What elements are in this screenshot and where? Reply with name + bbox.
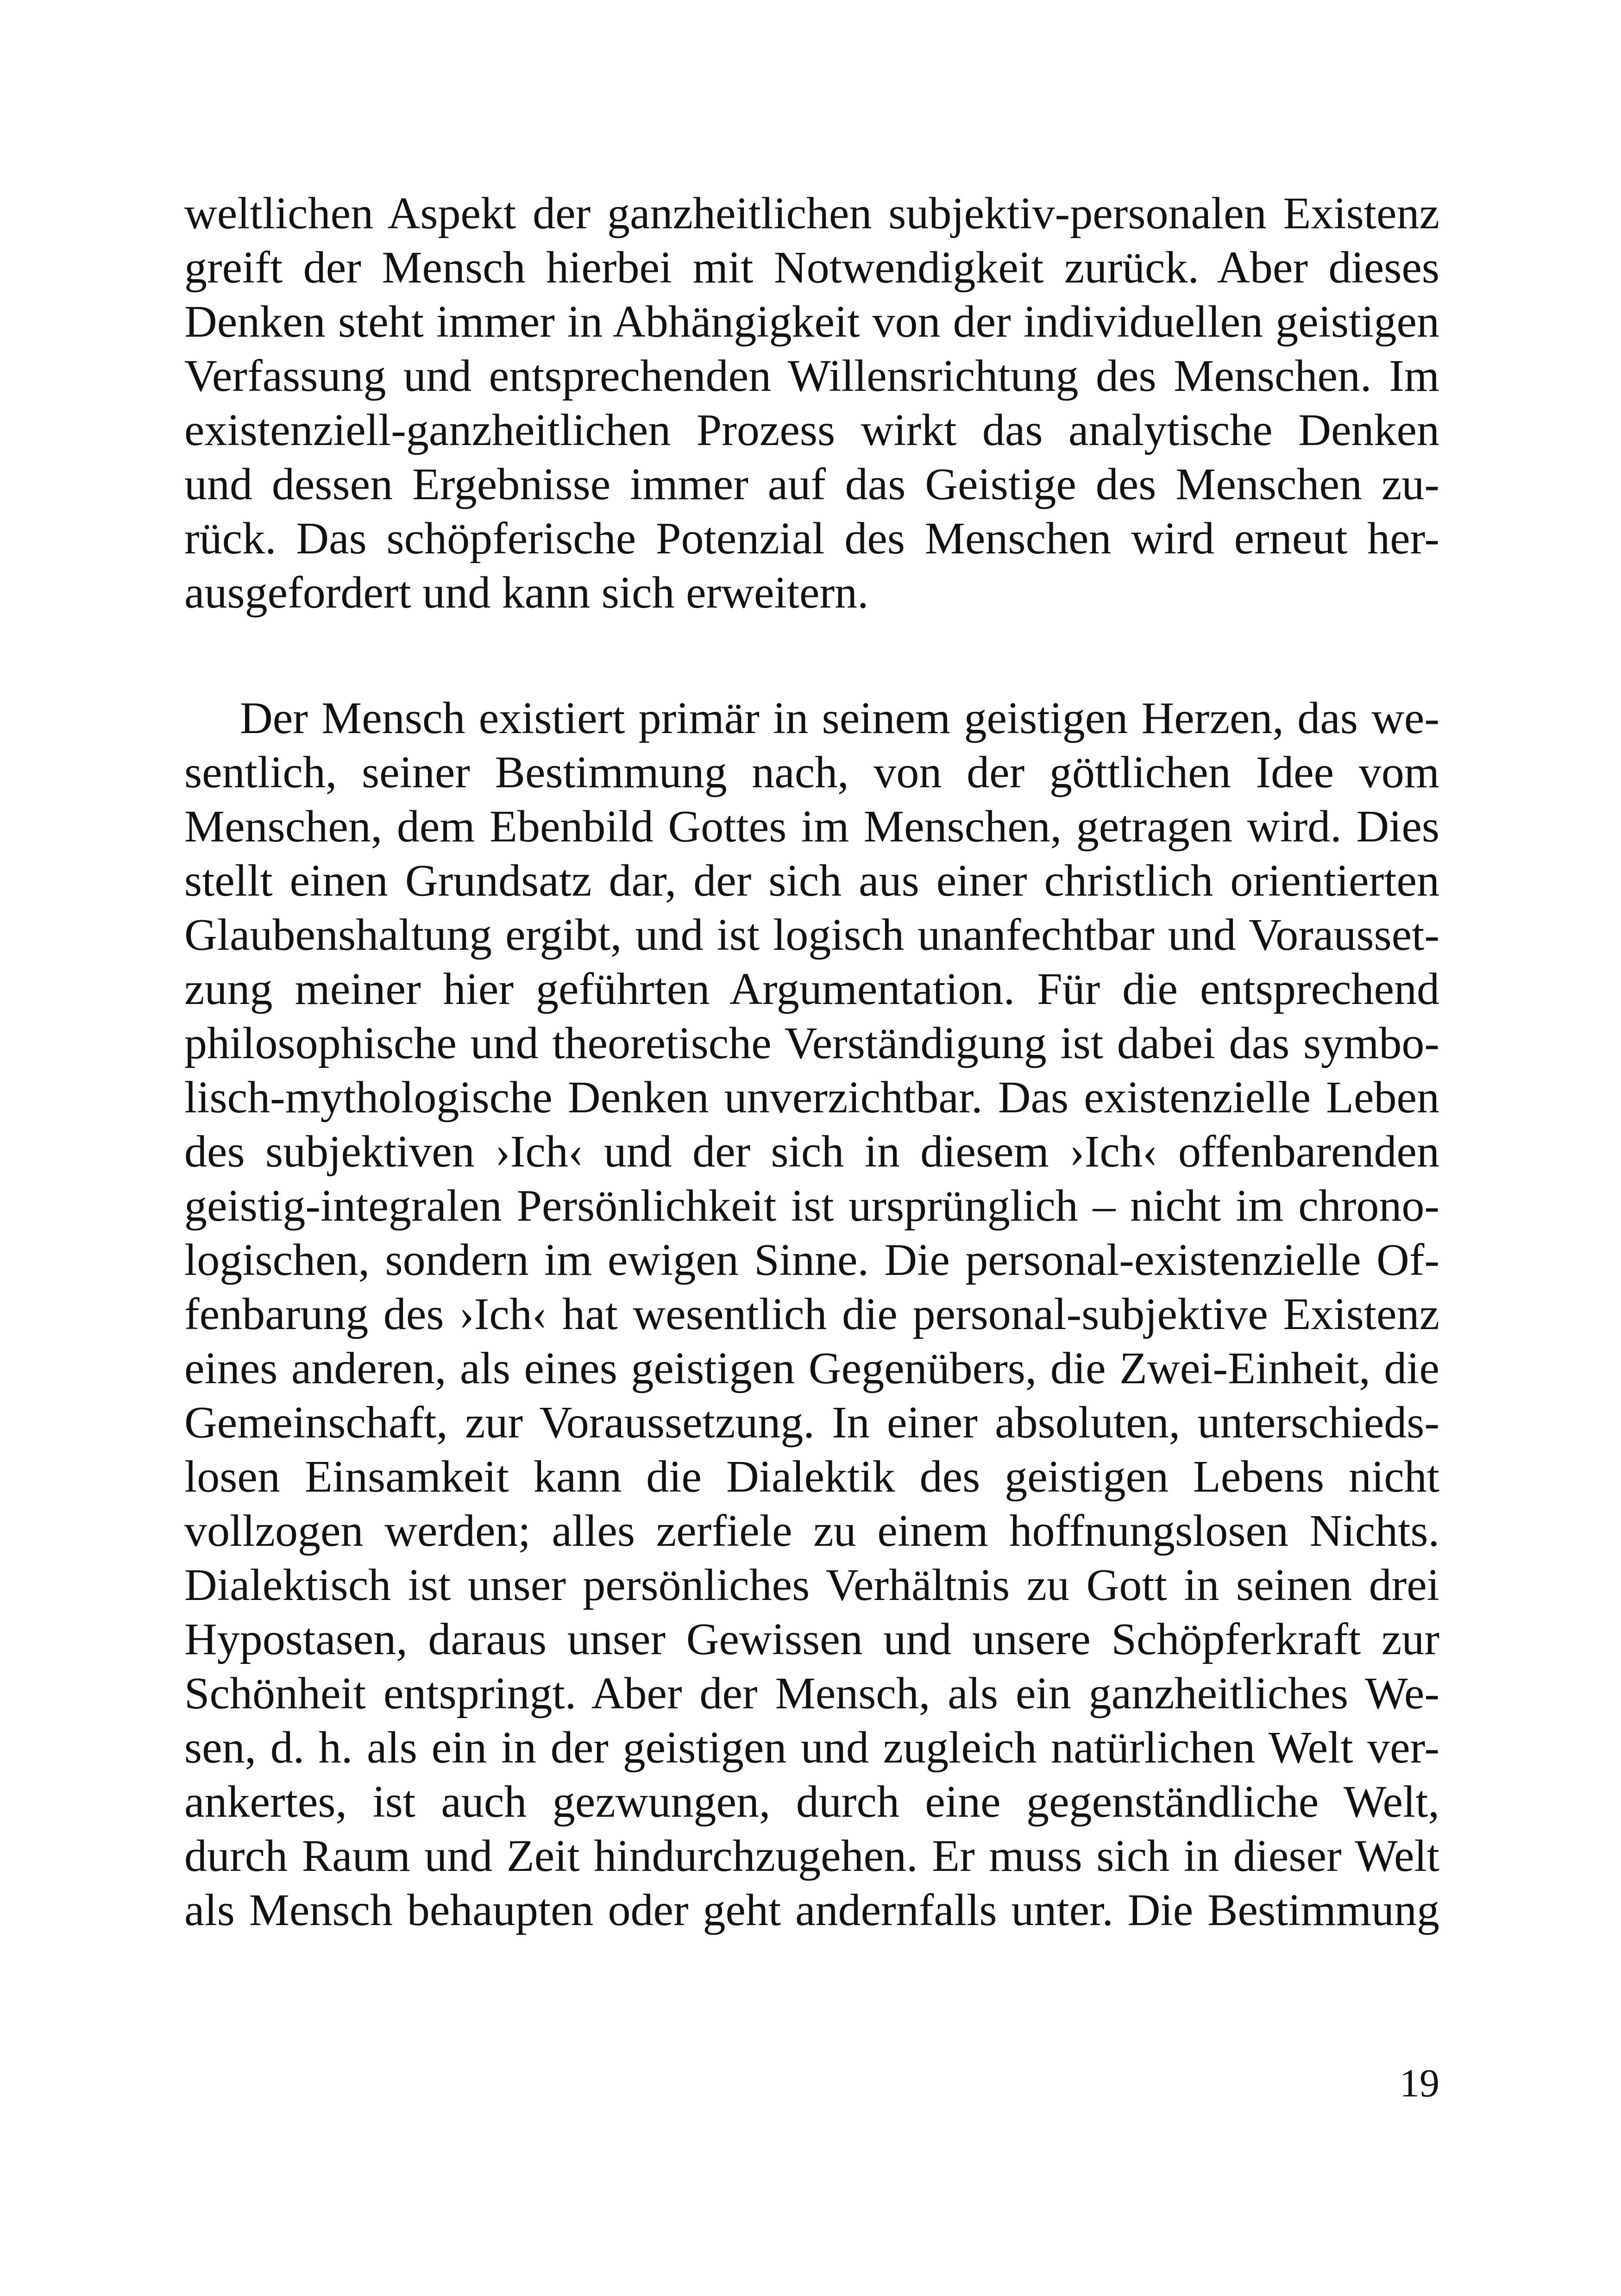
paragraph-line: fenbarung des ›Ich‹ hat wesentlich die personal-subjektive Existenz	[184, 1289, 1439, 1339]
paragraph-line: logischen, sondern im ewigen Sinne. Die personal-existenzielle Of-	[184, 1235, 1439, 1285]
paragraph-line: Hypostasen, daraus unser Gewissen und unsere Schöpferkraft zur	[184, 1614, 1439, 1664]
paragraph-line: vollzogen werden; alles zerfiele zu einem hoffnungslosen Nichts.	[184, 1506, 1439, 1556]
paragraph-line: Gemeinschaft, zur Voraussetzung. In einer absoluten, unterschieds-	[184, 1398, 1439, 1448]
paragraph-line: existenziell-ganzheitlichen Prozess wirkt das analytische Denken	[184, 405, 1439, 455]
page-number: 19	[1400, 2061, 1439, 2105]
paragraph-line: zung meiner hier geführten Argumentation. Für die entsprechend	[184, 964, 1439, 1014]
paragraph-line: sen, d. h. als ein in der geistigen und zugleich natürlichen Welt ver-	[184, 1723, 1439, 1773]
paragraph-line: Dialektisch ist unser persönliches Verhältnis zu Gott in seinen drei	[184, 1560, 1439, 1610]
paragraph-line: Glaubenshaltung ergibt, und ist logisch unanfechtbar und Vorausset-	[184, 910, 1439, 960]
paragraph-1	[184, 187, 1439, 620]
paragraph-line: Schönheit entspringt. Aber der Mensch, als ein ganzheitliches We-	[184, 1669, 1439, 1719]
paragraph-line: ankertes, ist auch gezwungen, durch eine gegenständliche Welt,	[184, 1777, 1439, 1827]
paragraph-line: rück. Das schöpferische Potenzial des Menschen wird erneut her-	[184, 514, 1439, 564]
paragraph-line: als Mensch behaupten oder geht andernfalls unter. Die Bestimmung	[184, 1885, 1439, 1935]
paragraph-line: stellt einen Grundsatz dar, der sich aus einer christlich orientierten	[184, 856, 1439, 906]
paragraph-line: Verfassung und entsprechenden Willensrichtung des Menschen. Im	[184, 351, 1439, 401]
paragraph-line: losen Einsamkeit kann die Dialektik des geistigen Lebens nicht	[184, 1452, 1439, 1502]
paragraph-line: Denken steht immer in Abhängigkeit von der individuellen geistigen	[184, 297, 1439, 347]
paragraph-line: Menschen, dem Ebenbild Gottes im Menschen, getragen wird. Dies	[184, 802, 1439, 852]
paragraph-line: Der Mensch existiert primär in seinem geistigen Herzen, das we-	[240, 693, 1439, 743]
paragraph-line: eines anderen, als eines geistigen Gegenübers, die Zwei-Einheit, die	[184, 1343, 1439, 1393]
paragraph-line: philosophische und theoretische Verständigung ist dabei das symbo-	[184, 1018, 1439, 1068]
paragraph-line: durch Raum und Zeit hindurchzugehen. Er muss sich in dieser Welt	[184, 1831, 1439, 1881]
paragraph-line: greift der Mensch hierbei mit Notwendigkeit zurück. Aber dieses	[184, 243, 1439, 293]
paragraph-line: geistig-integralen Persönlichkeit ist ursprünglich – nicht im chrono-	[184, 1181, 1439, 1231]
paragraph-line: lisch-mythologische Denken unverzichtbar. Das existenzielle Leben	[184, 1073, 1439, 1123]
paragraph-line: sentlich, seiner Bestimmung nach, von der göttlichen Idee vom	[184, 747, 1439, 797]
paragraph-2	[184, 691, 1439, 1938]
paragraph-line: und dessen Ergebnisse immer auf das Geistige des Menschen zu-	[184, 459, 1439, 509]
paragraph-line: des subjektiven ›Ich‹ und der sich in diesem ›Ich‹ offenbarenden	[184, 1127, 1439, 1177]
paragraph-line: weltlichen Aspekt der ganzheitlichen subjektiv-personalen Existenz	[184, 188, 1439, 238]
paragraph-line: ausgefordert und kann sich erweitern.	[184, 568, 869, 618]
